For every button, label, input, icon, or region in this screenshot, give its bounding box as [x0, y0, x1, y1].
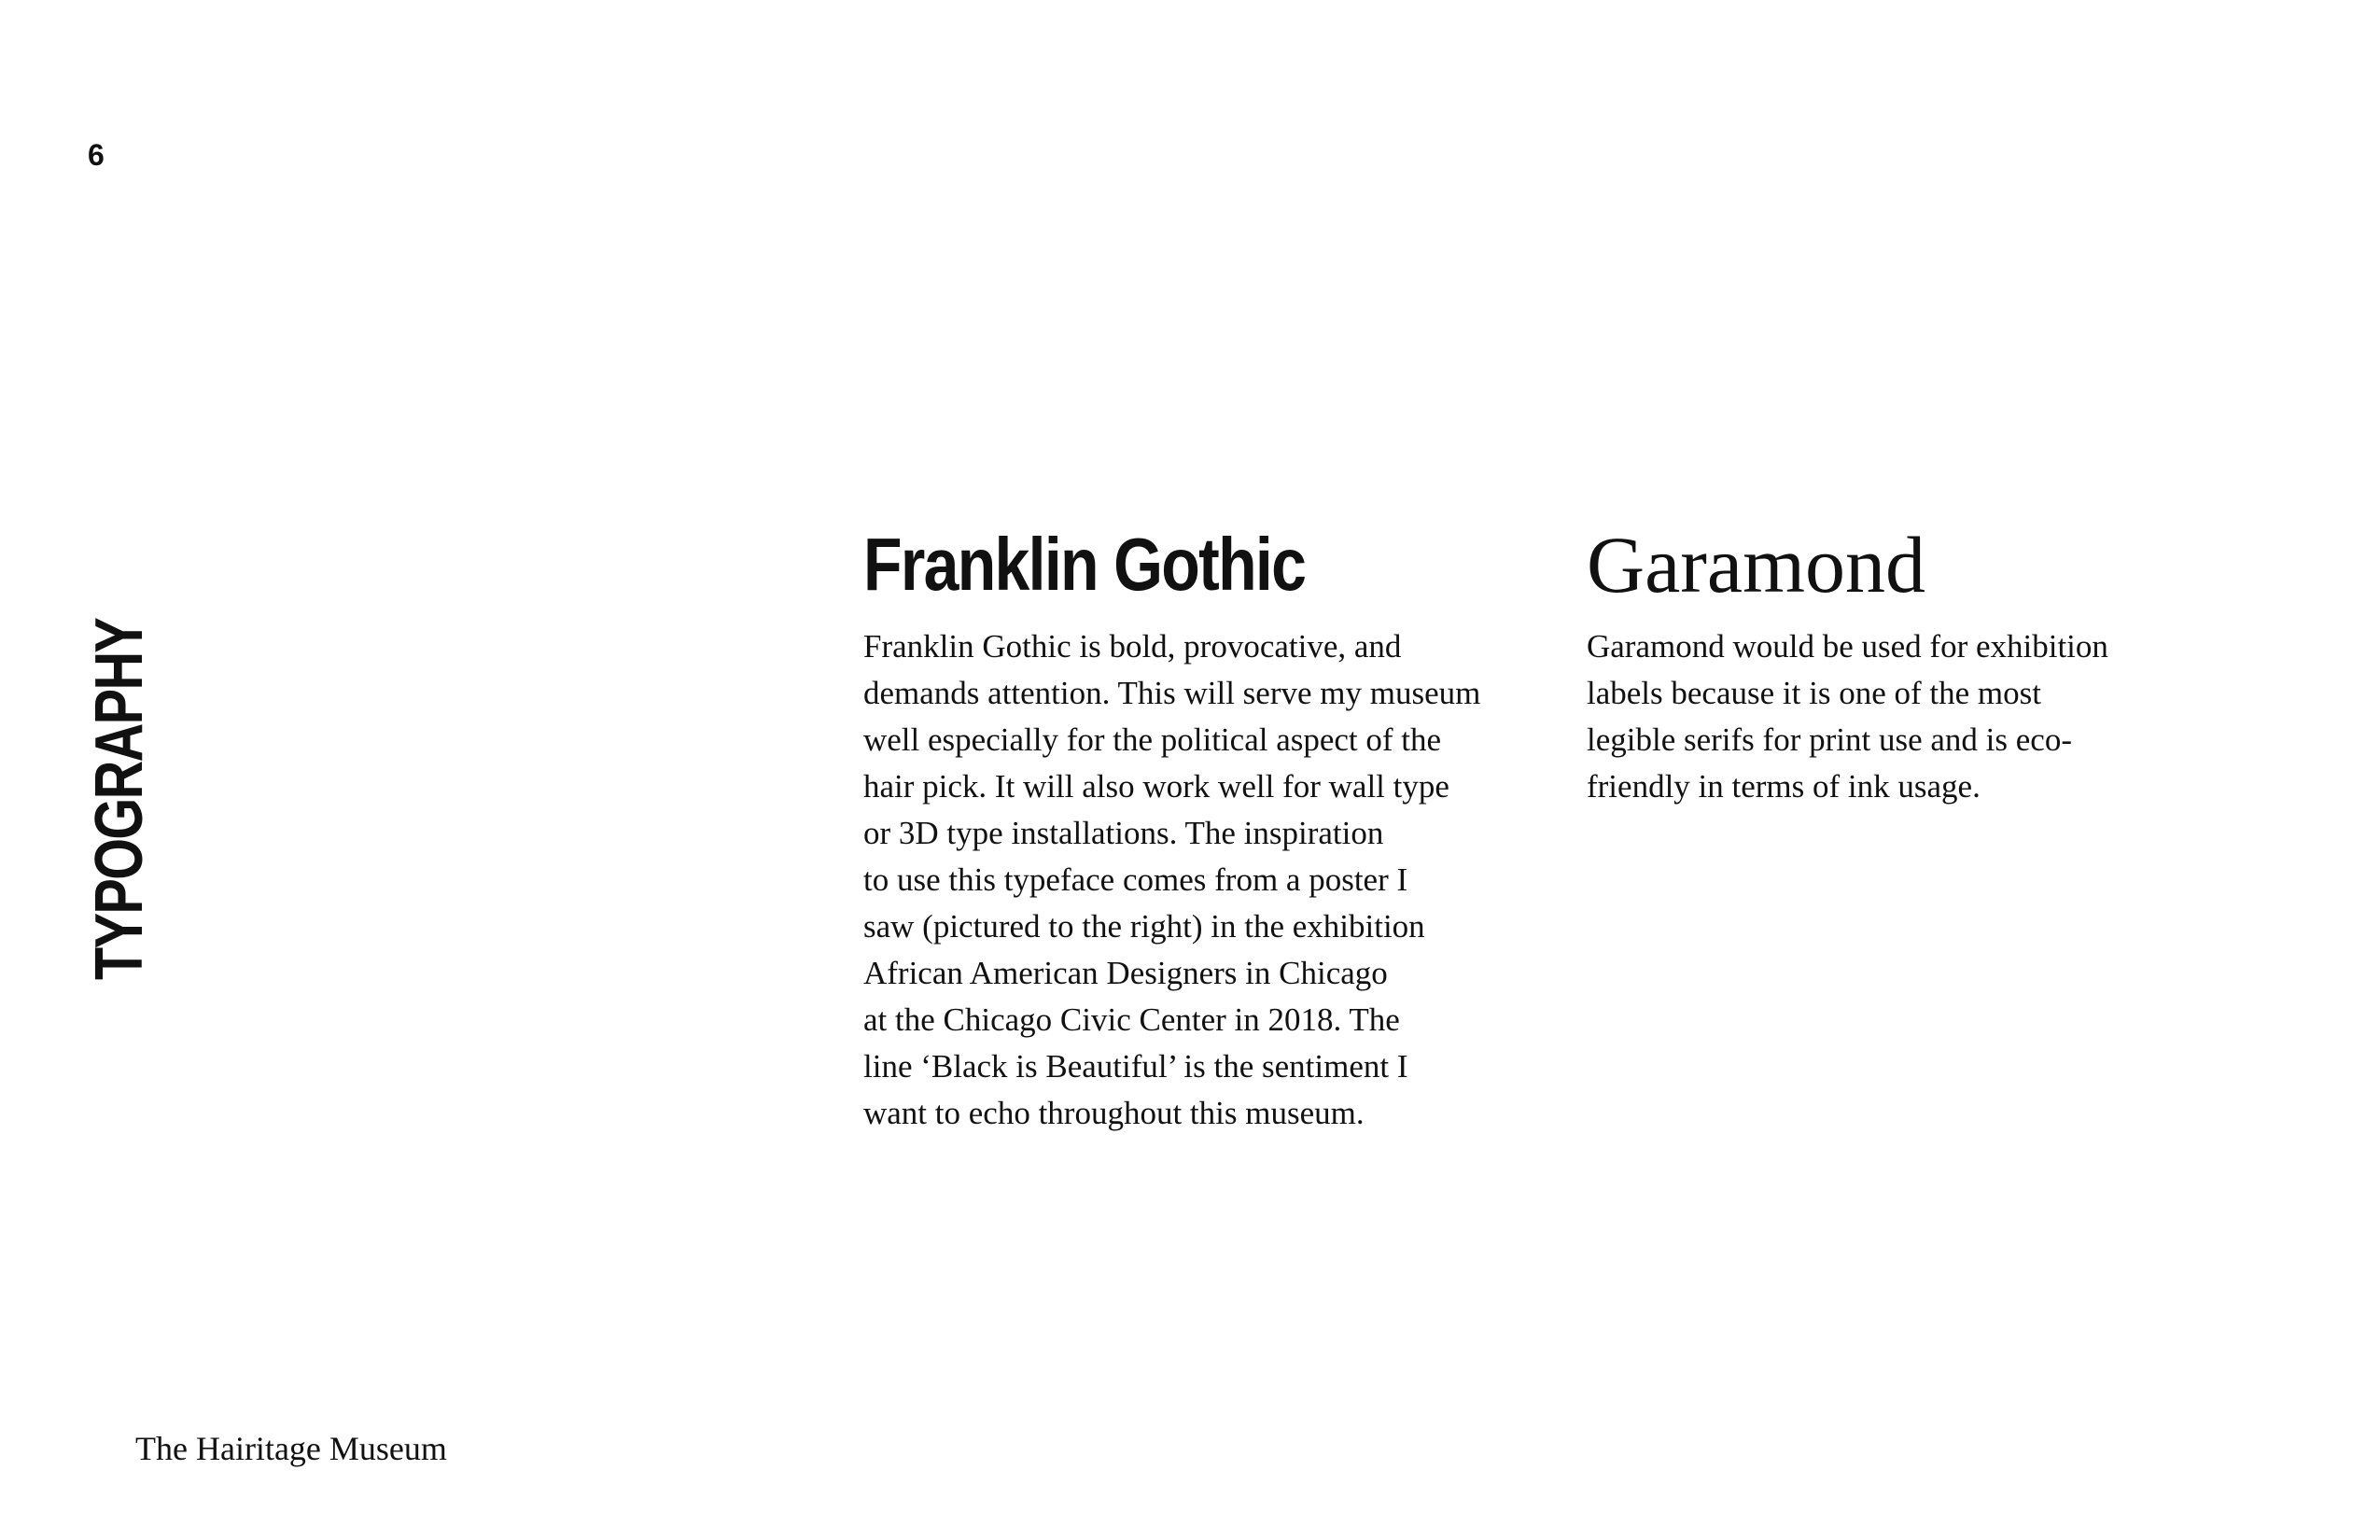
- footer-museum-name: The Hairitage Museum: [135, 1430, 447, 1467]
- description-line: labels because it is one of the most: [1587, 675, 2041, 711]
- description-line: at the Chicago Civic Center in 2018. The: [863, 1001, 1400, 1038]
- section-title-text: TYPOGRAPHY: [82, 618, 157, 980]
- description-line: want to echo throughout this museum.: [863, 1095, 1365, 1131]
- description-line: legible serifs for print use and is eco-: [1587, 721, 2072, 758]
- description-line: Garamond would be used for exhibition: [1587, 628, 2108, 665]
- description-line: saw (pictured to the right) in the exhibition: [863, 908, 1425, 945]
- description-line: demands attention. This will serve my museum: [863, 675, 1481, 711]
- garamond-column: [1587, 520, 2165, 810]
- description-line: well especially for the political aspect of the: [863, 721, 1442, 758]
- description-line: Franklin Gothic is bold, provocative, and: [863, 628, 1402, 665]
- description-line: African American Designers in Chicago: [863, 955, 1388, 991]
- description-line: hair pick. It will also work well for wall type: [863, 768, 1449, 805]
- description-line: or 3D type installations. The inspiration: [863, 815, 1384, 851]
- section-title-container: [82, 560, 157, 980]
- garamond-heading: Garamond: [1587, 520, 1925, 609]
- description-line: friendly in terms of ink usage.: [1587, 768, 1981, 805]
- page-number: 6: [88, 138, 105, 172]
- franklin-gothic-heading-text: Franklin Gothic: [863, 523, 1306, 606]
- garamond-description: [1587, 623, 2165, 810]
- section-title: [82, 560, 157, 980]
- franklin-gothic-column: [863, 523, 1535, 1137]
- description-line: to use this typeface comes from a poster I: [863, 861, 1408, 898]
- franklin-gothic-description: [863, 623, 1535, 1137]
- description-line: line ‘Black is Beautiful’ is the sentiment I: [863, 1048, 1408, 1085]
- franklin-gothic-heading: [863, 523, 1535, 607]
